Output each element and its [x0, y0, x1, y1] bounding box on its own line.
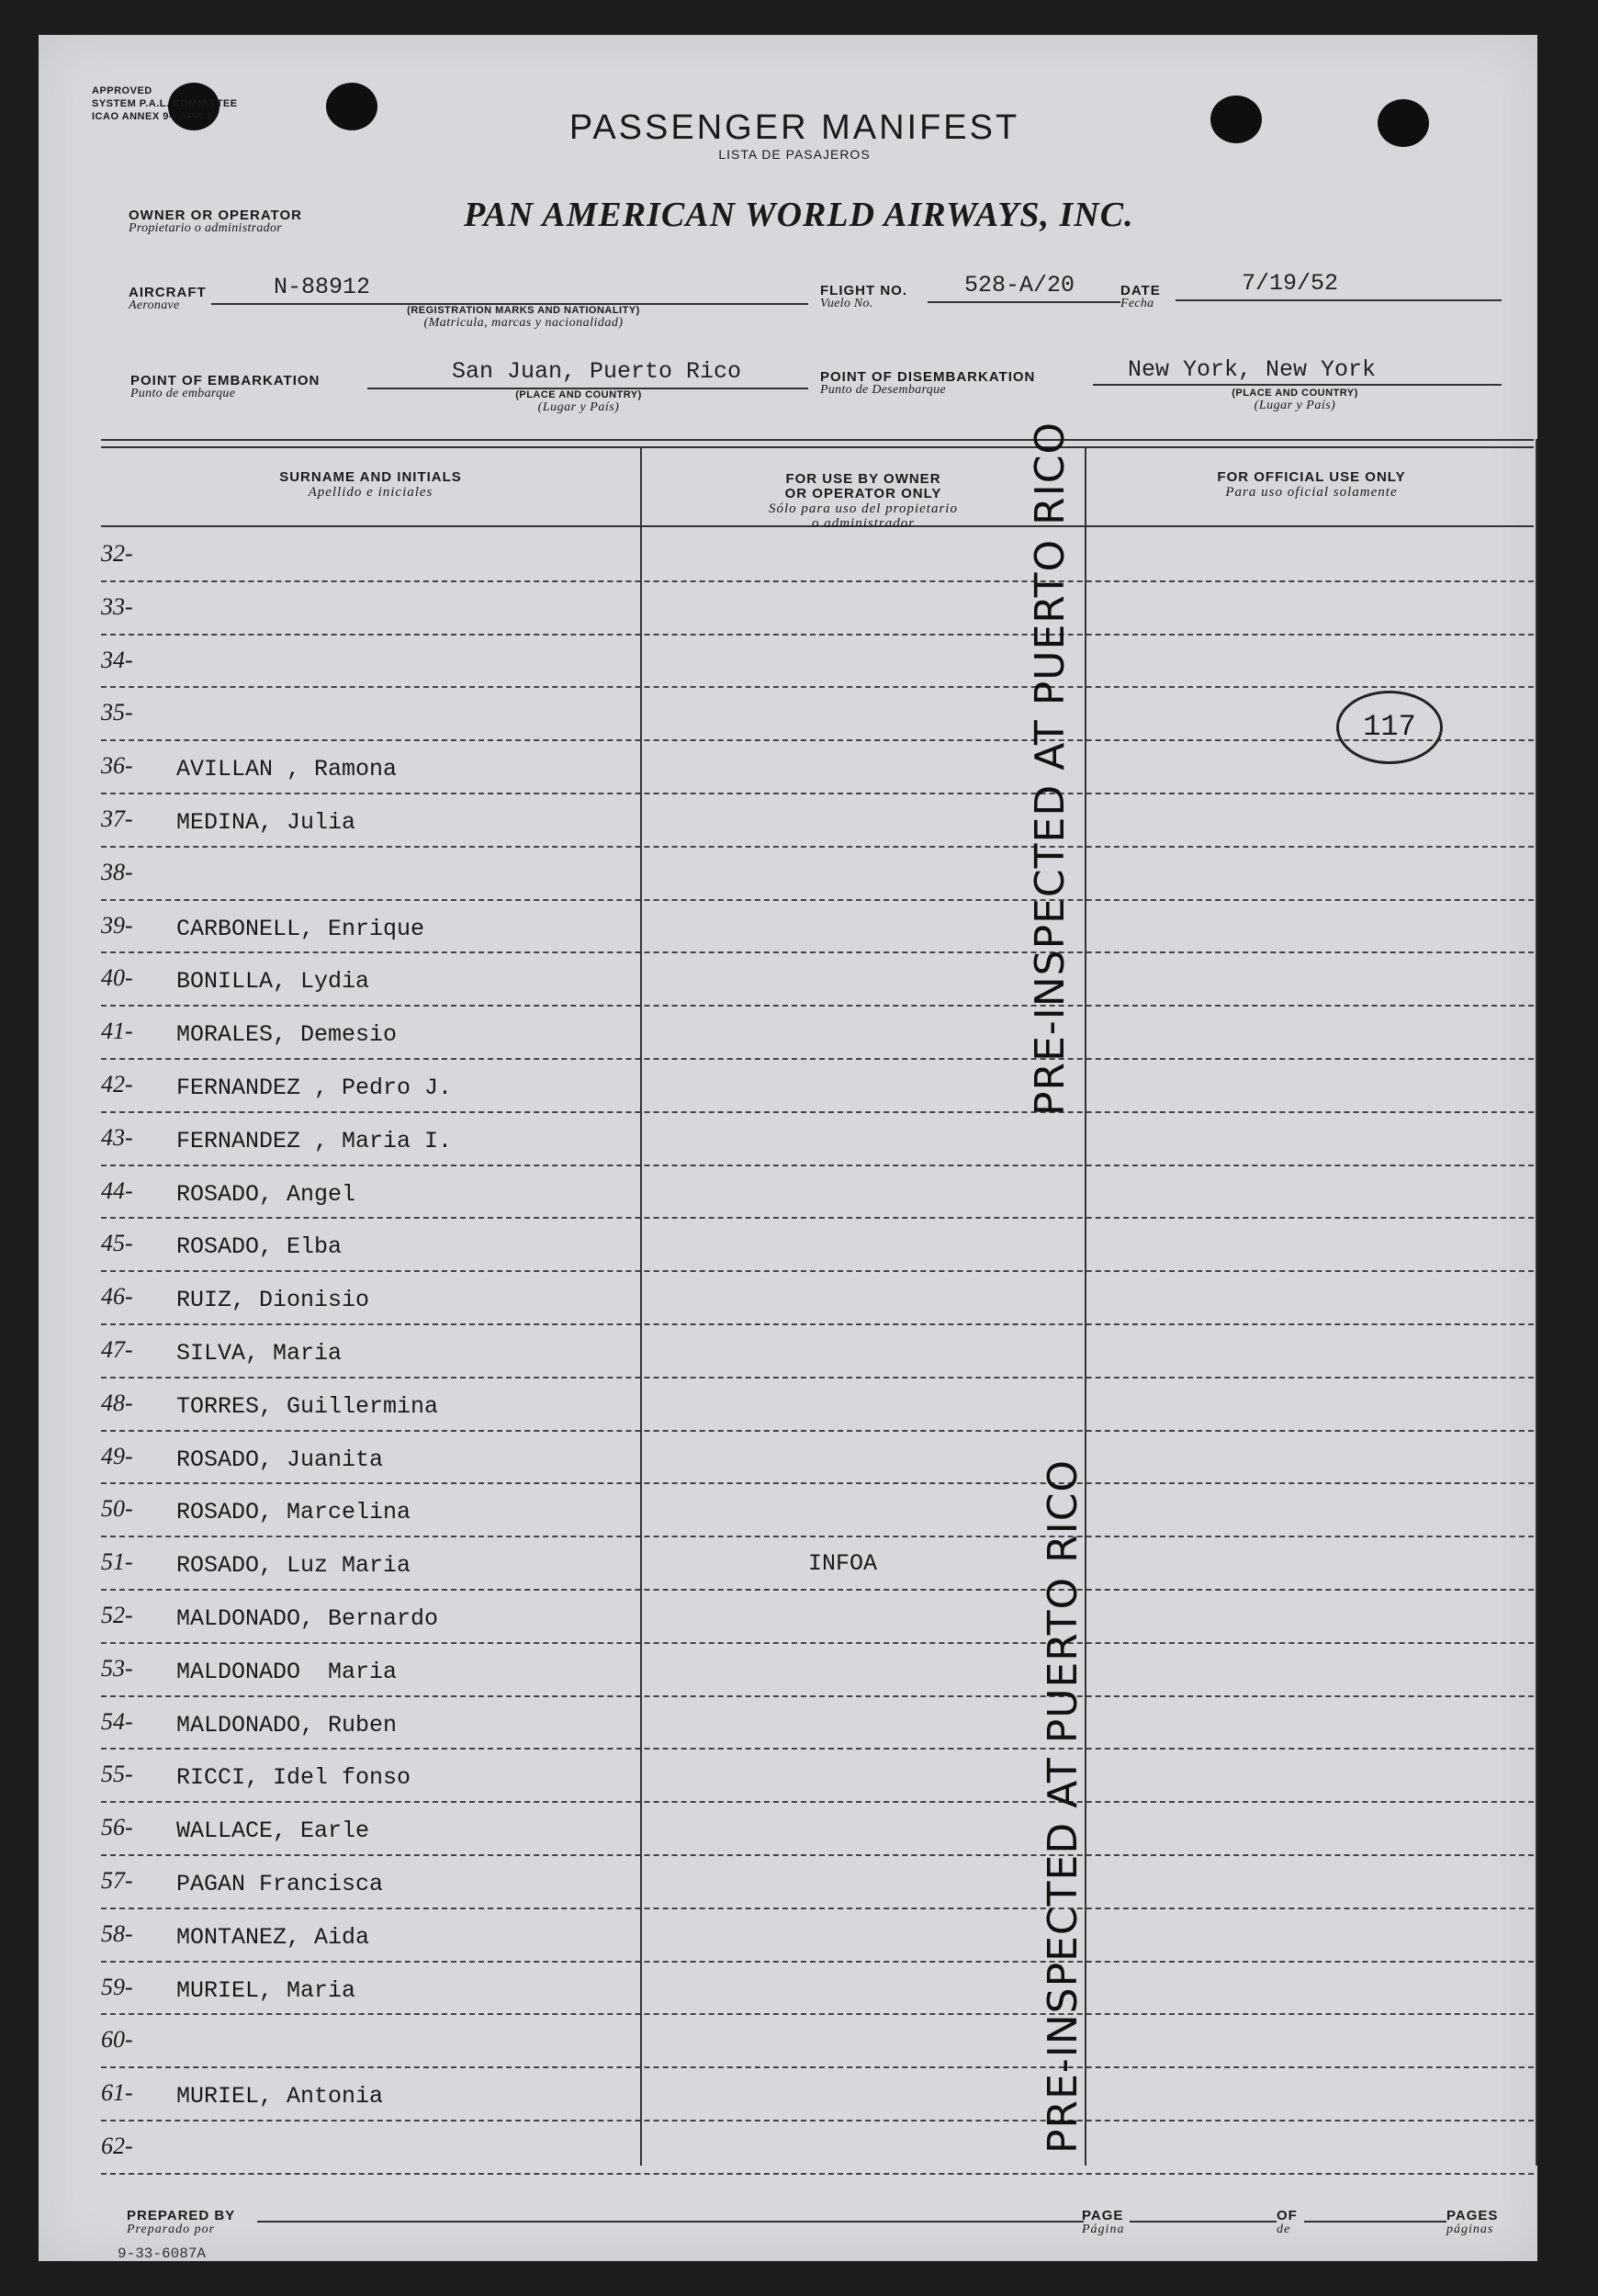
row-number: 45-: [101, 1230, 133, 1256]
row-number: 56-: [101, 1814, 133, 1840]
embark-label-es: Punto de embarque: [130, 387, 236, 400]
prepared-by-underline: [257, 2221, 1084, 2223]
row-number: 47-: [101, 1336, 133, 1363]
col-head-official: [1087, 470, 1536, 500]
passenger-name: ROSADO, Elba: [176, 1233, 343, 1260]
passenger-name: CARBONELL, Enrique: [176, 916, 425, 942]
table-row: [101, 899, 1534, 951]
row-number: 33-: [101, 593, 133, 620]
page-label: [1082, 2209, 1124, 2236]
table-row: [101, 1323, 1534, 1376]
preinspected-stamp-upper: PRE-INSPECTED AT PUERTO RICO: [1027, 421, 1074, 1116]
page-title: PASSENGER MANIFEST: [568, 108, 1020, 147]
table-row: [101, 739, 1534, 792]
table-row: [101, 1005, 1534, 1057]
table-row: [101, 1854, 1534, 1907]
circled-number: 117: [1336, 691, 1443, 764]
table-row: [101, 1217, 1534, 1269]
passenger-name: MALDONADO, Bernardo: [176, 1605, 439, 1632]
aircraft-caption-en: (REGISTRATION MARKS AND NATIONALITY): [407, 305, 640, 316]
passenger-name: MURIEL, Maria: [176, 1977, 356, 2004]
passenger-name: SILVA, Maria: [176, 1340, 343, 1367]
row-number: 62-: [101, 2133, 133, 2159]
disembark-value: New York, New York: [1128, 356, 1377, 383]
page-underline: [1130, 2221, 1277, 2223]
passenger-name: RICCI, Idel fonso: [176, 1764, 411, 1791]
passenger-name: MALDONADO Maria: [176, 1659, 398, 1685]
row-number: 36-: [101, 752, 133, 779]
of-underline: [1304, 2221, 1446, 2223]
passenger-name: FERNANDEZ , Pedro J.: [176, 1075, 453, 1101]
row-rule: [101, 2173, 1534, 2175]
aircraft-caption-es: (Matricula, marcas y nacionalidad): [423, 316, 624, 330]
row-number: 52-: [101, 1602, 133, 1628]
owner-use-note: INFOA: [808, 1550, 878, 1577]
passenger-name: PAGAN Francisca: [176, 1871, 384, 1897]
row-number: 40-: [101, 964, 133, 991]
row-number: 38-: [101, 859, 133, 885]
passenger-name: ROSADO, Luz Maria: [176, 1552, 411, 1579]
owner-label-es: Propietario o administrador: [129, 221, 283, 235]
table-row: [101, 1961, 1534, 2013]
passenger-name: BONILLA, Lydia: [176, 968, 370, 995]
passenger-name: RUIZ, Dionisio: [176, 1287, 370, 1313]
date-label-es: Fecha: [1120, 297, 1154, 310]
page-label-es: Página: [1082, 2223, 1125, 2236]
approval-note: APPROVED SYSTEM P.A.L. COMMITTEE ICAO ANNEX 9—APP. 2: [92, 85, 238, 122]
owner-label: [129, 209, 302, 235]
table-row: [101, 527, 1534, 580]
row-number: 39-: [101, 912, 133, 939]
date-label-en: DATE: [1120, 283, 1161, 298]
aircraft-caption: [367, 305, 680, 329]
row-number: 43-: [101, 1124, 133, 1151]
row-number: 50-: [101, 1495, 133, 1522]
aircraft-label-es: Aeronave: [129, 298, 180, 312]
form-code: 9-33-6087A: [118, 2245, 207, 2262]
passenger-name: MONTANEZ, Aida: [176, 1924, 370, 1951]
table-right-border: [1536, 439, 1537, 2166]
table-row: [101, 686, 1534, 738]
table-row: [101, 1536, 1534, 1588]
col-head-surname-es: Apellido e iniciales: [308, 485, 433, 500]
date-value: 7/19/52: [1242, 270, 1339, 297]
preinspected-stamp-lower: PRE-INSPECTED AT PUERTO RICO: [1040, 1458, 1086, 2154]
embark-value: San Juan, Puerto Rico: [452, 358, 742, 385]
table-row: [101, 1058, 1534, 1110]
passenger-name: ROSADO, Angel: [176, 1181, 356, 1208]
table-row: [101, 2013, 1534, 2065]
passenger-name: WALLACE, Earle: [176, 1818, 370, 1844]
page-label-en: PAGE: [1082, 2208, 1124, 2223]
row-number: 51-: [101, 1548, 133, 1575]
pages-label-es: páginas: [1446, 2223, 1494, 2236]
table-row: [101, 951, 1534, 1004]
disembark-caption-es: (Lugar y País): [1254, 399, 1336, 412]
table-row: [101, 2066, 1534, 2119]
table-row: [101, 1111, 1534, 1164]
row-number: 37-: [101, 805, 133, 832]
table-top-rule-2: [101, 446, 1534, 448]
col-head-official-es: Para uso oficial solamente: [1225, 485, 1398, 500]
disembark-underline: [1093, 384, 1502, 386]
disembark-label: [820, 371, 1035, 397]
row-number: 46-: [101, 1283, 133, 1310]
owner-label-en: OWNER OR OPERATOR: [129, 208, 302, 223]
table-row: [101, 1270, 1534, 1322]
row-number: 55-: [101, 1761, 133, 1787]
disembark-caption-en: (PLACE AND COUNTRY): [1232, 388, 1358, 399]
disembark-caption: [1203, 388, 1387, 411]
embark-caption-es: (Lugar y País): [537, 400, 620, 414]
aircraft-label: [129, 287, 207, 312]
date-label: [1120, 285, 1161, 310]
row-number: 61-: [101, 2079, 133, 2106]
flight-underline: [928, 301, 1120, 303]
row-number: 54-: [101, 1708, 133, 1735]
table-row: [101, 846, 1534, 898]
table-row: [101, 793, 1534, 845]
of-label-en: OF: [1277, 2208, 1298, 2223]
table-row: [101, 1430, 1534, 1482]
row-number: 44-: [101, 1177, 133, 1204]
disembark-label-es: Punto de Desembarque: [820, 383, 946, 397]
row-number: 32-: [101, 540, 133, 567]
table-row: [101, 1165, 1534, 1217]
flight-value: 528-A/20: [964, 272, 1075, 298]
date-underline: [1176, 299, 1502, 301]
punch-hole-4: [1378, 99, 1429, 147]
row-number: 58-: [101, 1920, 133, 1947]
col-head-owner-en: FOR USE BY OWNER OR OPERATOR ONLY: [784, 471, 942, 501]
flight-label: [820, 285, 907, 310]
punch-hole-3: [1210, 96, 1262, 143]
flight-label-en: FLIGHT NO.: [820, 283, 907, 298]
row-number: 59-: [101, 1974, 133, 2000]
passenger-name: MORALES, Demesio: [176, 1021, 398, 1048]
of-label: [1277, 2209, 1298, 2236]
table-top-rule: [101, 439, 1534, 441]
row-number: 53-: [101, 1655, 133, 1682]
row-number: 34-: [101, 647, 133, 673]
row-number: 42-: [101, 1071, 133, 1097]
embark-label: [130, 375, 320, 400]
table-row: [101, 1589, 1534, 1641]
row-number: 41-: [101, 1018, 133, 1044]
prepared-by-en: PREPARED BY: [127, 2208, 236, 2223]
col-head-surname-en: SURNAME AND INITIALS: [279, 469, 462, 485]
prepared-by-label: [127, 2209, 235, 2236]
embark-caption-en: (PLACE AND COUNTRY): [515, 389, 642, 400]
aircraft-label-en: AIRCRAFT: [129, 285, 207, 300]
table-row: [101, 2120, 1534, 2172]
row-number: 57-: [101, 1867, 133, 1894]
row-number: 60-: [101, 2026, 133, 2053]
passenger-name: TORRES, Guillermina: [176, 1393, 439, 1420]
passenger-name: MEDINA, Julia: [176, 809, 356, 836]
col-head-surname: [101, 470, 640, 500]
punch-hole-2: [326, 83, 377, 130]
table-row: [101, 1642, 1534, 1694]
row-number: 49-: [101, 1443, 133, 1469]
col-head-official-en: FOR OFFICIAL USE ONLY: [1217, 469, 1406, 485]
passenger-name: ROSADO, Juanita: [176, 1446, 384, 1473]
passenger-name: AVILLAN , Ramona: [176, 756, 398, 782]
table-row: [101, 634, 1534, 686]
embark-caption: [487, 389, 670, 413]
page-subtitle: LISTA DE PASAJEROS: [718, 147, 871, 162]
table-row: [101, 1377, 1534, 1429]
row-number: 48-: [101, 1390, 133, 1416]
table-row: [101, 1801, 1534, 1853]
table-row: [101, 1482, 1534, 1535]
passenger-name: FERNANDEZ , Maria I.: [176, 1128, 453, 1154]
passenger-name: MALDONADO, Ruben: [176, 1712, 398, 1739]
of-label-es: de: [1277, 2223, 1291, 2236]
operator-name: PAN AMERICAN WORLD AIRWAYS, INC.: [464, 196, 1134, 234]
prepared-by-es: Preparado por: [127, 2223, 216, 2236]
disembark-label-en: POINT OF DISEMBARKATION: [820, 369, 1036, 385]
flight-label-es: Vuelo No.: [820, 297, 873, 310]
pages-label-en: PAGES: [1446, 2208, 1499, 2223]
passenger-name: MURIEL, Antonia: [176, 2083, 384, 2110]
table-row: [101, 1695, 1534, 1748]
passenger-name: ROSADO, Marcelina: [176, 1499, 411, 1525]
table-row: [101, 580, 1534, 633]
pages-label: [1446, 2209, 1498, 2236]
embark-label-en: POINT OF EMBARKATION: [130, 373, 321, 388]
table-row: [101, 1748, 1534, 1800]
col-head-owner-es: Sólo para uso del propietario o administrador: [769, 501, 958, 531]
table-row: [101, 1908, 1534, 1960]
aircraft-value: N-88912: [274, 274, 371, 300]
row-number: 35-: [101, 699, 133, 726]
